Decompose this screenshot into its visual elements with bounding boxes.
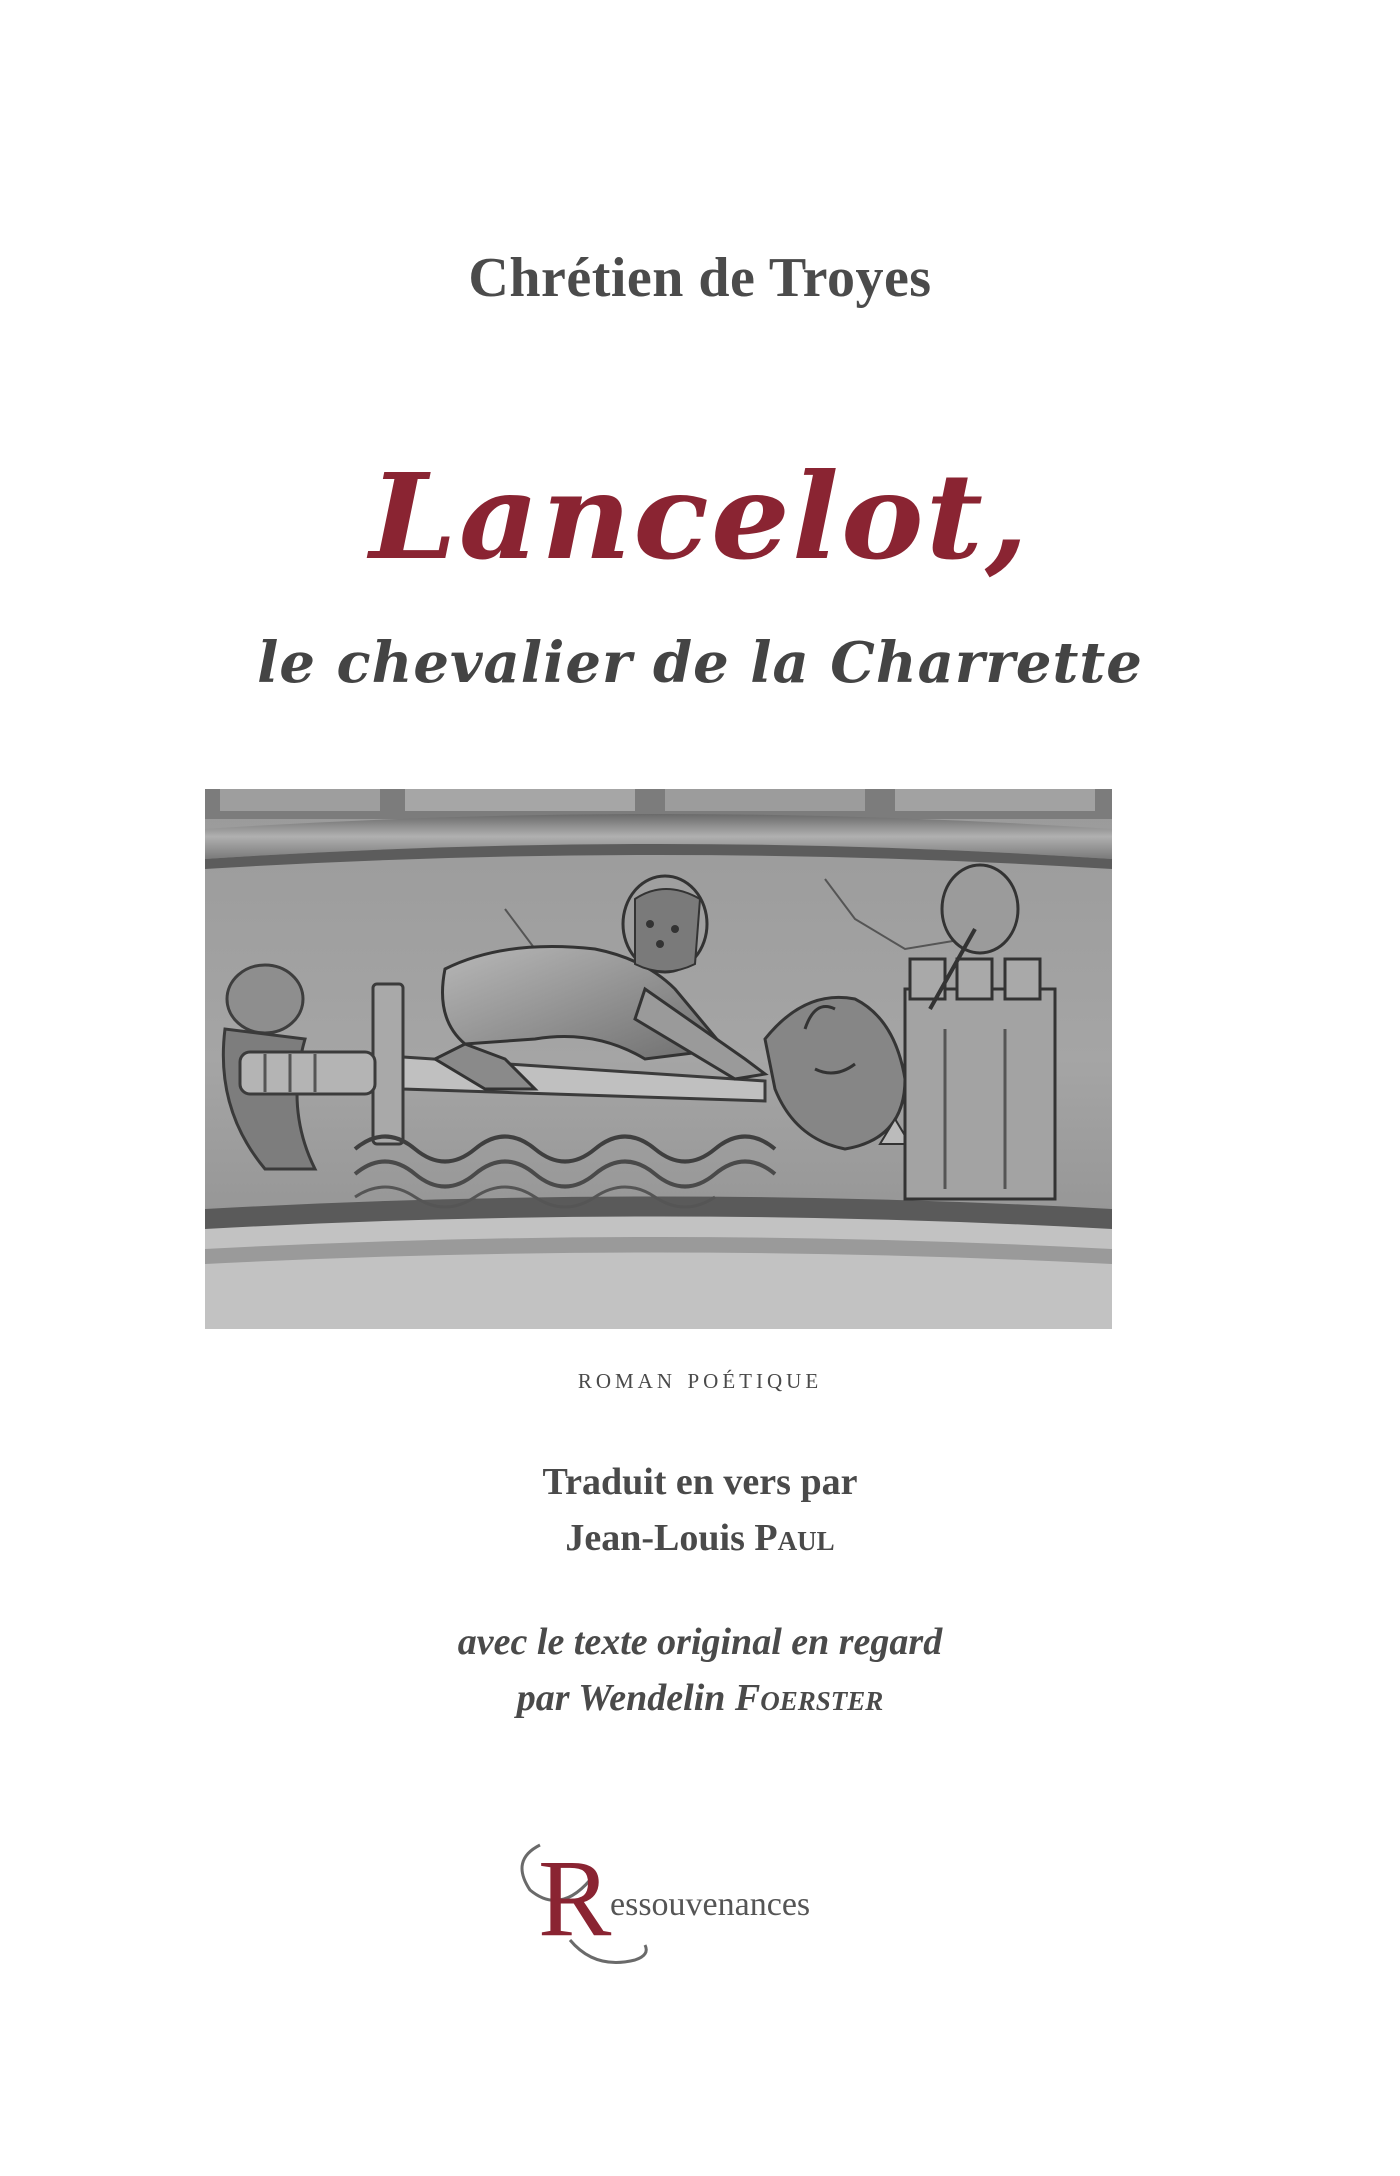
- book-subtitle: le chevalier de la Charrette: [257, 630, 1143, 696]
- publisher-logo: [500, 1820, 860, 1980]
- logo-wordmark: essouvenances: [610, 1886, 811, 1923]
- stone-relief-icon: [205, 789, 1112, 1329]
- cover-illustration: [205, 789, 1112, 1329]
- translator-name: [0, 1516, 1400, 1560]
- translator-last-name: Paul: [754, 1517, 835, 1559]
- translated-by-line: Traduit en vers par: [542, 1461, 858, 1503]
- genre-label: roman poétique: [577, 1362, 823, 1395]
- author-name: Chrétien de Troyes: [468, 247, 932, 309]
- logo-initial: R: [538, 1837, 612, 1959]
- translator-first-name: Jean-Louis: [565, 1517, 755, 1559]
- editor-last-name: Foerster: [734, 1677, 884, 1719]
- book-title: Lancelot,: [369, 447, 1031, 586]
- original-text-note: avec le texte original en regard: [457, 1621, 943, 1663]
- editor-prefix: par Wendelin: [516, 1677, 735, 1719]
- ressouvenances-logo-icon: [500, 1820, 860, 1980]
- editor-name: [0, 1676, 1400, 1720]
